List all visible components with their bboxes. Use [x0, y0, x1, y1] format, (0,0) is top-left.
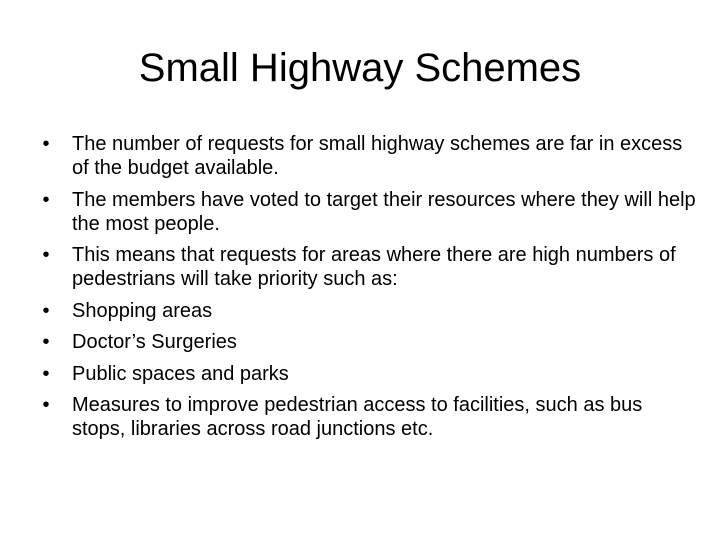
bullet-item-public-spaces: [36, 362, 696, 386]
bullet-text: Shopping areas: [72, 299, 213, 322]
slide-title: Small Highway Schemes: [138, 46, 582, 90]
bullet-list: [36, 132, 696, 449]
bullet-point-icon: •: [42, 133, 50, 155]
bullet-item-requests: [36, 132, 696, 180]
bullet-text: Doctor’s Surgeries: [72, 331, 237, 353]
bullet-point-icon: •: [42, 299, 50, 322]
bullet-item-shopping: [36, 299, 696, 323]
bullet-item-pedestrian-access: [36, 393, 696, 441]
bullet-text: Public spaces and parks: [72, 362, 289, 385]
bullet-point-icon: •: [42, 244, 50, 266]
bullet-point-icon: •: [42, 362, 50, 385]
bullet-point-icon: •: [42, 188, 50, 211]
bullet-item-doctors: [36, 330, 696, 354]
bullet-item-priority: [36, 243, 696, 291]
bullet-text: The number of requests for small highway schemes are far in excess of the budget available.: [72, 133, 683, 179]
bullet-point-icon: •: [42, 394, 50, 416]
bullet-text: Measures to improve pedestrian access to facilities, such as bus stops, libraries across road junctions etc.: [72, 394, 643, 440]
bullet-text: The members have voted to target their resources where they will help the most people.: [72, 188, 696, 235]
bullet-point-icon: •: [42, 331, 50, 353]
bullet-text: This means that requests for areas where there are high numbers of pedestrians will take priority such as:: [72, 244, 676, 290]
bullet-item-members: [36, 188, 696, 236]
